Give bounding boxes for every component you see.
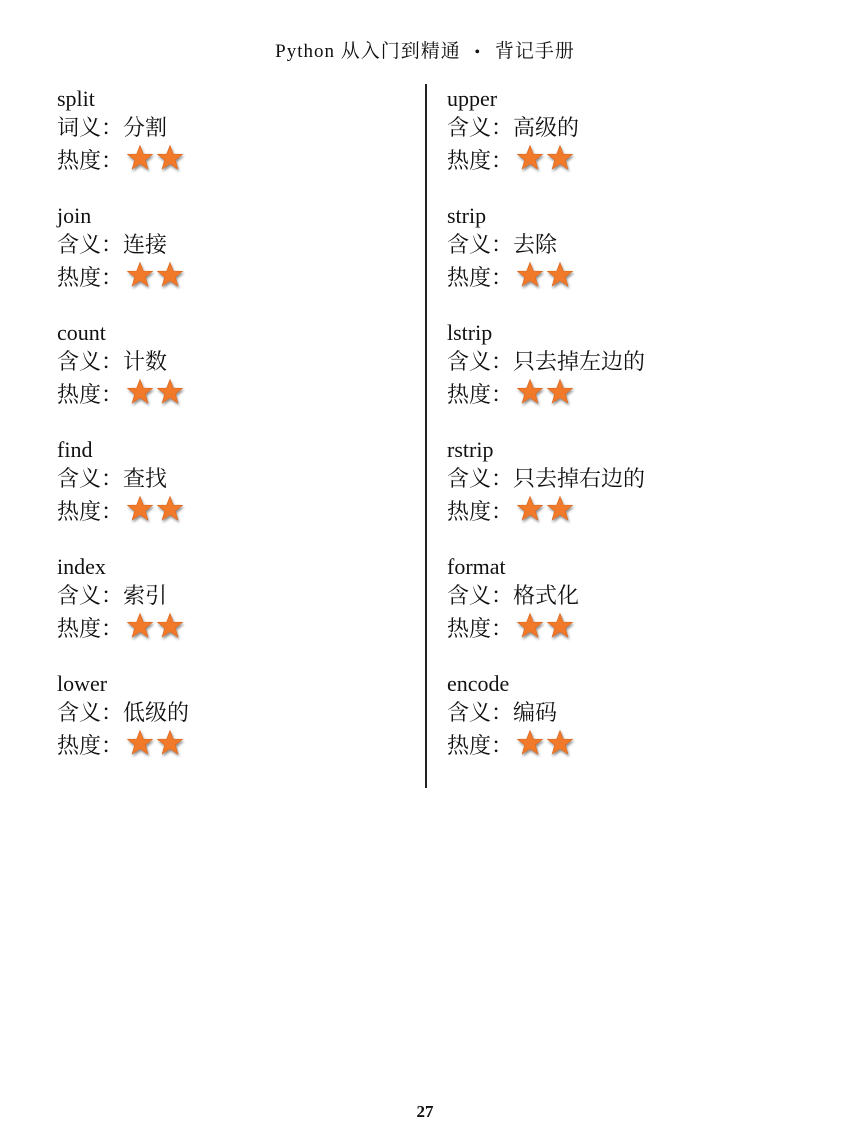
entry-word: split — [57, 86, 95, 111]
star-icon — [515, 728, 545, 758]
star-icon — [515, 494, 545, 524]
popularity-label: 热度： — [57, 382, 124, 407]
star-icon — [125, 611, 155, 641]
star-icon — [515, 377, 545, 407]
entry-popularity-line — [57, 728, 427, 758]
entry-meaning-line — [447, 698, 817, 728]
popularity-stars — [125, 611, 185, 649]
entry-word: find — [57, 437, 93, 462]
entry-word: encode — [447, 671, 510, 696]
entry-meaning-line — [447, 581, 817, 611]
popularity-label: 热度： — [447, 616, 514, 641]
popularity-label: 热度： — [57, 499, 124, 524]
vocab-entry — [447, 552, 817, 669]
popularity-label: 热度： — [57, 148, 124, 173]
vocab-entry — [447, 84, 817, 201]
meaning-label: 含义： — [57, 349, 124, 374]
star-icon — [155, 611, 185, 641]
popularity-stars — [515, 143, 575, 181]
star-icon — [515, 611, 545, 641]
star-icon — [125, 143, 155, 173]
vocab-entry — [57, 318, 427, 435]
meaning-text: 查找 — [123, 466, 168, 491]
vocab-entry — [57, 552, 427, 669]
star-icon — [125, 377, 155, 407]
entry-popularity-line — [447, 377, 817, 407]
header-bullet: • — [474, 44, 482, 61]
entry-popularity-line — [57, 611, 427, 641]
star-icon — [155, 260, 185, 290]
entry-popularity-line — [447, 143, 817, 173]
vocab-entry — [57, 84, 427, 201]
entry-word: lstrip — [447, 320, 493, 345]
entry-word: format — [447, 554, 506, 579]
meaning-text: 高级的 — [513, 115, 580, 140]
vocab-entry — [447, 201, 817, 318]
star-icon — [125, 260, 155, 290]
entry-meaning-line — [447, 347, 817, 377]
star-icon — [155, 377, 185, 407]
meaning-text: 索引 — [123, 583, 168, 608]
star-icon — [545, 611, 575, 641]
entry-popularity-line — [57, 143, 427, 173]
meaning-text: 分割 — [123, 115, 168, 140]
popularity-stars — [125, 494, 185, 532]
entry-word: upper — [447, 86, 498, 111]
popularity-stars — [515, 728, 575, 766]
meaning-label: 含义： — [57, 466, 124, 491]
meaning-text: 计数 — [123, 349, 168, 374]
meaning-text: 格式化 — [513, 583, 580, 608]
entry-word: rstrip — [447, 437, 494, 462]
meaning-label: 词义： — [57, 115, 124, 140]
meaning-label: 含义： — [447, 349, 514, 374]
entry-meaning-line — [57, 581, 427, 611]
popularity-stars — [125, 143, 185, 181]
star-icon — [125, 728, 155, 758]
popularity-stars — [515, 377, 575, 415]
vocab-entry — [447, 669, 817, 786]
entry-meaning-line — [447, 464, 817, 494]
meaning-label: 含义： — [57, 700, 124, 725]
entry-word: index — [57, 554, 106, 579]
entry-meaning-line — [57, 230, 427, 260]
popularity-label: 热度： — [447, 265, 514, 290]
star-icon — [545, 377, 575, 407]
star-icon — [155, 494, 185, 524]
popularity-stars — [125, 377, 185, 415]
entry-meaning-line — [447, 230, 817, 260]
popularity-label: 热度： — [447, 382, 514, 407]
page-header — [0, 36, 850, 63]
entry-meaning-line — [57, 113, 427, 143]
right-column — [447, 84, 817, 786]
vocab-entry — [57, 201, 427, 318]
popularity-stars — [125, 728, 185, 766]
meaning-text: 只去掉右边的 — [513, 466, 646, 491]
entry-word: count — [57, 320, 106, 345]
entry-meaning-line — [57, 698, 427, 728]
star-icon — [545, 260, 575, 290]
entry-popularity-line — [447, 728, 817, 758]
vocab-entry — [447, 435, 817, 552]
entry-word: join — [57, 203, 92, 228]
vocab-entry — [57, 669, 427, 786]
star-icon — [515, 260, 545, 290]
meaning-label: 含义： — [57, 583, 124, 608]
entry-word: lower — [57, 671, 108, 696]
popularity-stars — [125, 260, 185, 298]
meaning-label: 含义： — [447, 700, 514, 725]
meaning-text: 连接 — [123, 232, 168, 257]
popularity-stars — [515, 494, 575, 532]
vocab-entry — [57, 435, 427, 552]
meaning-label: 含义： — [447, 232, 514, 257]
meaning-label: 含义： — [447, 115, 514, 140]
star-icon — [155, 728, 185, 758]
star-icon — [545, 143, 575, 173]
meaning-label: 含义： — [447, 466, 514, 491]
star-icon — [515, 143, 545, 173]
left-column — [57, 84, 427, 786]
meaning-label: 含义： — [447, 583, 514, 608]
book-subtitle: 背记手册 — [494, 41, 575, 62]
entry-word: strip — [447, 203, 487, 228]
meaning-text: 低级的 — [123, 700, 190, 725]
star-icon — [155, 143, 185, 173]
popularity-stars — [515, 260, 575, 298]
star-icon — [545, 728, 575, 758]
meaning-text: 只去掉左边的 — [513, 349, 646, 374]
star-icon — [545, 494, 575, 524]
popularity-label: 热度： — [57, 733, 124, 758]
entry-popularity-line — [57, 377, 427, 407]
popularity-stars — [515, 611, 575, 649]
meaning-label: 含义： — [57, 232, 124, 257]
entry-popularity-line — [57, 494, 427, 524]
page-number: 27 — [416, 1102, 434, 1121]
entry-meaning-line — [57, 464, 427, 494]
entry-meaning-line — [57, 347, 427, 377]
popularity-label: 热度： — [447, 733, 514, 758]
entry-popularity-line — [447, 611, 817, 641]
star-icon — [125, 494, 155, 524]
popularity-label: 热度： — [447, 499, 514, 524]
vocab-entry — [447, 318, 817, 435]
entry-popularity-line — [447, 494, 817, 524]
entry-popularity-line — [57, 260, 427, 290]
meaning-text: 编码 — [513, 700, 558, 725]
entry-popularity-line — [447, 260, 817, 290]
popularity-label: 热度： — [57, 616, 124, 641]
meaning-text: 去除 — [513, 232, 558, 257]
entry-meaning-line — [447, 113, 817, 143]
book-title: Python 从入门到精通 — [275, 41, 461, 62]
popularity-label: 热度： — [447, 148, 514, 173]
popularity-label: 热度： — [57, 265, 124, 290]
